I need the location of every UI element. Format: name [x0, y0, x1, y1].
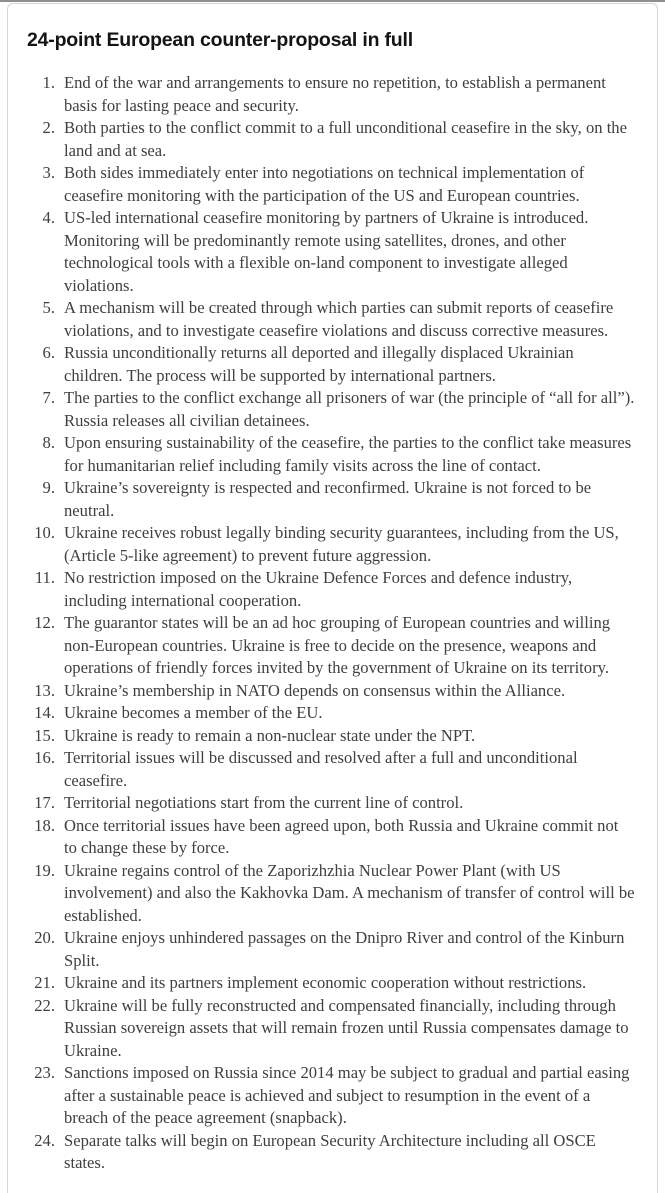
proposal-point: Once territorial issues have been agreed upon, both Russia and Ukraine commit not to change these by force.	[64, 815, 619, 857]
proposal-point: Ukraine will be fully reconstructed and compensated financially, including through Russian sovereign assets that will remain frozen until Russia compensates damage to Ukraine.	[64, 995, 629, 1060]
proposal-point: End of the war and arrangements to ensure no repetition, to establish a permanent basis for lasting peace and security.	[64, 73, 606, 115]
proposal-point: Upon ensuring sustainability of the ceasefire, the parties to the conflict take measures for humanitarian relief including family visits across the line of contact.	[64, 433, 632, 475]
proposal-point: Territorial issues will be discussed and resolved after a full and unconditional ceasefire.	[64, 748, 578, 790]
proposal-point: Ukraine’s membership in NATO depends on consensus within the Alliance.	[64, 680, 566, 700]
proposal-point: Both parties to the conflict commit to a full unconditional ceasefire in the sky, on the land and at sea.	[64, 118, 627, 160]
article-title: 24-point European counter-proposal in full	[27, 29, 413, 51]
proposal-point: Ukraine receives robust legally binding security guarantees, including from the US, (Article 5-like agreement) to prevent future aggression.	[64, 523, 619, 565]
proposal-point: Ukraine is ready to remain a non-nuclear state under the NPT.	[64, 725, 476, 745]
article-card	[7, 3, 658, 1193]
proposal-point: Ukraine and its partners implement economic cooperation without restrictions.	[64, 973, 587, 992]
page-top-divider	[0, 0, 665, 2]
proposal-point: Ukraine’s sovereignty is respected and reconfirmed. Ukraine is not forced to be neutral.	[64, 478, 592, 520]
proposal-point: Separate talks will begin on European Security Architecture including all OSCE states.	[64, 1130, 596, 1172]
proposal-point: Russia unconditionally returns all deported and illegally displaced Ukrainian children. The process will be supported by international partners.	[64, 343, 574, 385]
proposal-point: A mechanism will be created through which parties can submit reports of ceasefire violations, and to investigate ceasefire violations and discuss corrective measures.	[64, 298, 614, 340]
proposal-point: The guarantor states will be an ad hoc grouping of European countries and willing non-European countries. Ukraine is free to decide on the presence, weapons and operations of friendly forces invited by the government of Ukraine on its territory.	[64, 613, 611, 677]
proposal-list	[27, 72, 635, 1175]
proposal-point: Sanctions imposed on Russia since 2014 may be subject to gradual and partial easing after a sustainable peace is achieved and subject to resumption in the event of a breach of the peace agreement (snapback).	[64, 1063, 630, 1127]
proposal-point: Territorial negotiations start from the current line of control.	[64, 793, 464, 812]
proposal-point: Ukraine regains control of the Zaporizhzhia Nuclear Power Plant (with US involvement) and also the Kakhovka Dam. A mechanism of transfer of control will be established.	[64, 860, 635, 925]
proposal-point: Ukraine becomes a member of the EU.	[64, 703, 323, 722]
proposal-point: No restriction imposed on the Ukraine Defence Forces and defence industry, including international cooperation.	[64, 568, 573, 610]
proposal-point: Both sides immediately enter into negotiations on technical implementation of ceasefire monitoring with the participation of the US and European countries.	[64, 163, 585, 205]
proposal-point: US-led international ceasefire monitoring by partners of Ukraine is introduced. Monitoring will be predominantly remote using satellites, drones, and other technological tools with a flexible on-land component to investigate alleged violations.	[64, 208, 589, 295]
proposal-point: The parties to the conflict exchange all prisoners of war (the principle of “all for all”). Russia releases all civilian detainees.	[64, 388, 635, 430]
proposal-point: Ukraine enjoys unhindered passages on the Dnipro River and control of the Kinburn Split.	[64, 928, 625, 970]
